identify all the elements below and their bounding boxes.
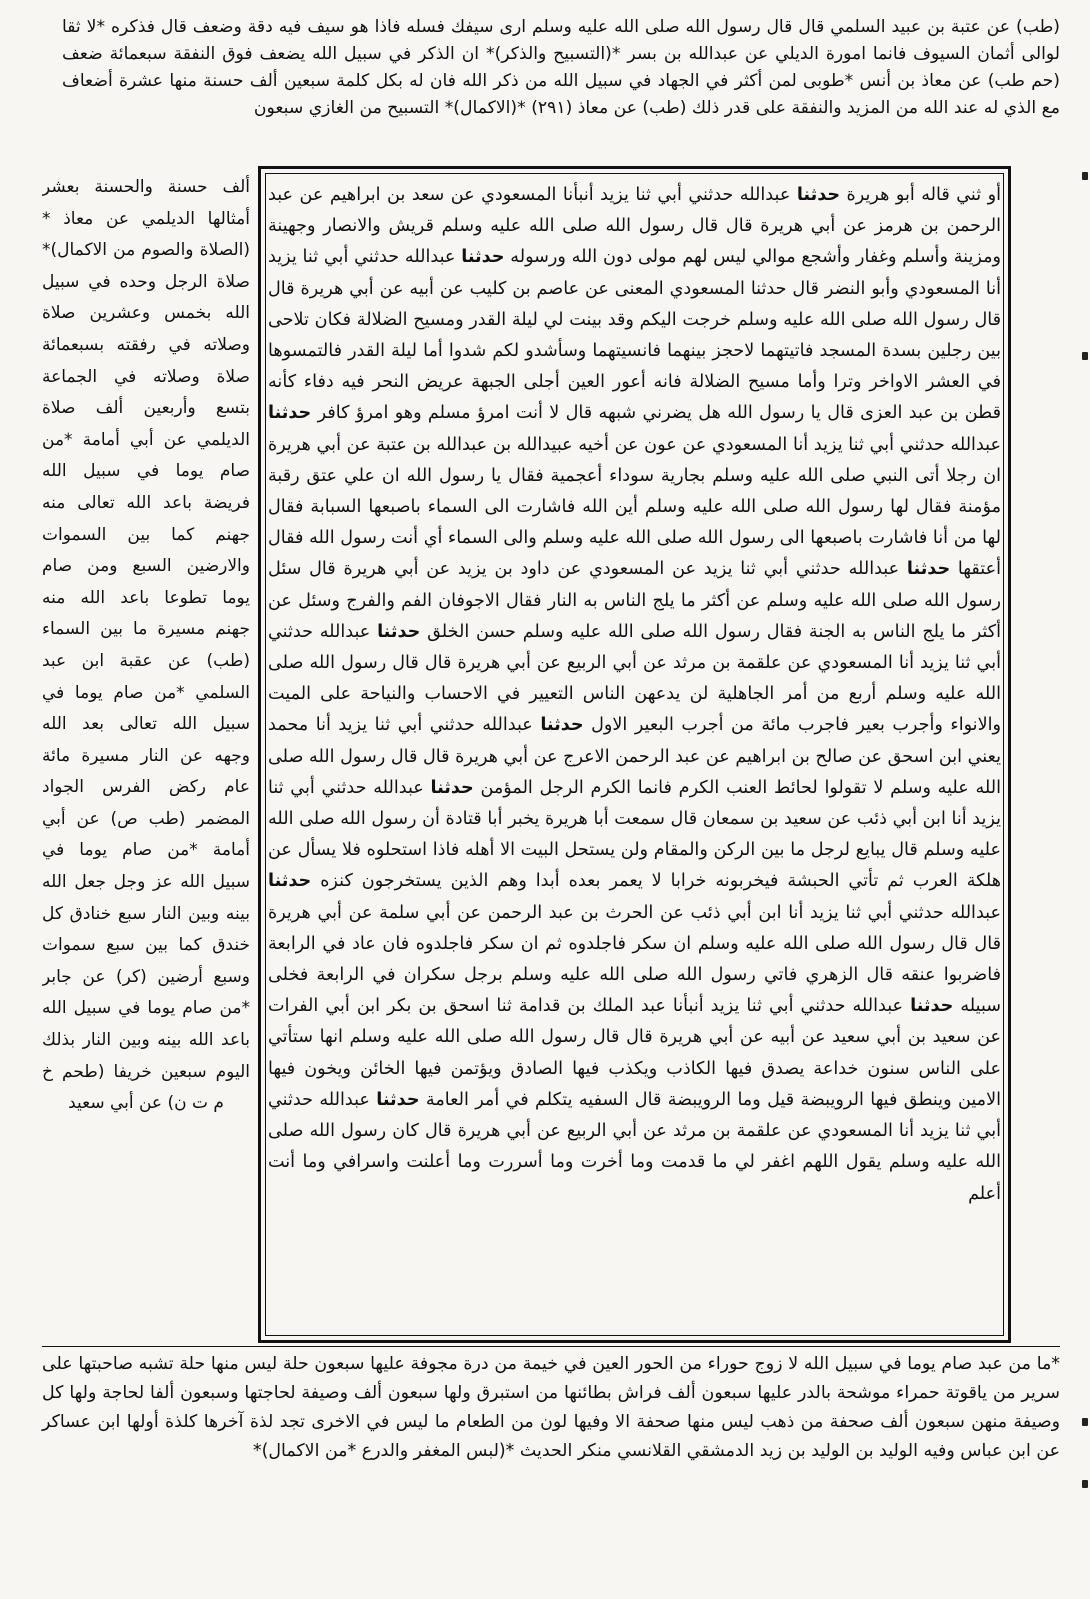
margin-commentary-text: ألف حسنة والحسنة بعشر أمثالها الديلمي عن معاذ *(الصلاة والصوم من الاكمال)* صلاة الرجل وحده في سبيل الله بخمس وعشرين صلاة وصلاته في رفقته بسبعمائة صلاة وصلاته في الجماعة بتسع وأربعين ألف صلاة الديلمي عن أبي أمامة *من صام يوما في سبيل الله فريضة باعد الله تعالى منه جهنم كما بين السموات والارضين السبع ومن صام يوما تطوعا باعد الله منه جهنم مسيرة ما بين السماء (طب) عن عقبة ابن عبد السلمي *من صام يوما في سبيل الله تعالى بعد الله وجهه عن النار مسيرة مائة عام ركض الفرس الجواد المضمر (طب ص) عن أبي أمامة *من صام يوما في سبيل الله عز وجل جعل الله بينه وبين النار سبع خنادق كل خندق كما بين سبع سموات وسبع أرضين (كر) عن جابر *من صام يوما في سبيل الله باعد الله بينه وبين النار بذلك اليوم سبعين خريفا (طحم خ م ت ن) عن أبي سعيد bbox=[42, 177, 250, 1114]
main-text-segment: حدثنا bbox=[268, 871, 312, 892]
main-text-segment: عبدالله حدثني أبي ثنا يزيد أنا ابن أبي ذئب عن الحرث بن عبد الرحمن عن أبي سلمة عن أبي هريرة قال قال رسول الله صلى الله عليه وسلم ان سكر فاجلدوه ثم ان سكر فاجلدوه فان عاد في الرابعة فاضربوا عنقه قال الزهري فاتي رسول الله صلى الله عليه وسلم برجل سكران في الرابعة فخلى سبيله bbox=[268, 902, 1001, 1017]
main-text-segment: عبدالله حدثني أبي ثنا يزيد أنا محمد يعني ابن اسحق عن صالح بن ابراهيم عن عبد الرحمن الاعرج عن أبي هريرة قال قال رسول الله صلى الله عليه وسلم لا تقولوا لحائط العنب الكرم فانما الكرم الرجل المؤمن bbox=[268, 715, 1001, 798]
main-text-segment: حدثنا bbox=[910, 996, 954, 1017]
main-text bbox=[268, 180, 1001, 1335]
top-commentary bbox=[62, 14, 1060, 122]
scan-edge-mark bbox=[1082, 1480, 1088, 1488]
scan-edge-mark bbox=[1082, 1418, 1088, 1426]
main-text-segment: عبدالله حدثني أبي ثنا يزيد أنا المسعودي عن عون عن أخيه عبيدالله بن عبدالله بن عتبة عن أبي هريرة ان رجلا أتى النبي صلى الله عليه وسلم بجارية سوداء أعجمية فقال يا رسول الله ان علي عتق رقبة مؤمنة فقال لها رسول الله صلى الله عليه وسلم أين الله فاشارت الى السماء باصبعها السبابة فقال لها من أنا فاشارت باصبعها الى رسول الله صلى الله عليه وسلم والى السماء أي أنت رسول الله فقال أعتقها bbox=[268, 434, 1001, 580]
bottom-commentary bbox=[42, 1350, 1060, 1466]
bottom-commentary-text: *ما من عبد صام يوما في سبيل الله لا زوج حوراء من الحور العين في خيمة من درة مجوفة عليها سبعون حلة ليس منها حلة تشبه صاحبتها على سرير من ياقوتة حمراء موشحة بالدر عليها سبعون ألف فراش بطائنها من استبرق ولها سبعون ألف وصيفة لحاجتها وسبعون ألفا لحاجة ولها كل وصيفة منهن سبعون ألف صحفة من ذهب ليس منها صحفة الا وفيها لون من الطعام ما ليس في الاخرى تجد لذة آخرها كلذة أولها ابن عساكر عن ابن عباس وفيه الوليد بن الوليد بن زيد الدمشقي القلانسي منكر الحديث *(لبس المغفر والدرع *من الاكمال)* bbox=[42, 1354, 1060, 1461]
main-text-segment: عبدالله حدثني أبي ثنا يزيد أنا ابن أبي ذئب عن سعيد بن سمعان قال سمعت أبا هريرة يخبر أبا قتادة أن رسول الله صلى الله عليه وسلم قال يبايع لرجل ما بين الركن والمقام ولن يستحل البيت الا أهله فاذا استحلوه فلا يسأل عن هلكة العرب ثم تأتي الحبشة فيخربونه خرابا لا يعمر بعده أبدا وهم الذين يستخرجون كنزه bbox=[268, 777, 1001, 892]
scan-edge-mark bbox=[1082, 172, 1088, 180]
margin-commentary bbox=[42, 172, 250, 1344]
main-text-segment: عبدالله حدثني أبي ثنا يزيد أنبأنا المسعودي عن سعد بن ابراهيم عن عبد الرحمن بن هرمز عن أبي هريرة قال قال رسول الله صلى الله عليه وسلم قريش والانصار وجهينة ومزينة وأسلم وغفار وأشجع موالي ليس لهم مولى دون الله ورسوله bbox=[268, 185, 1001, 268]
footer-divider bbox=[42, 1346, 1060, 1347]
main-text-segment: عبدالله حدثني أبي ثنا يزيد أنبأنا عبد الملك بن قدامة ثنا اسحق بن بكر ابن أبي الفرات عن سعيد بن أبي سعيد عن أبيه عن أبي هريرة قال قال رسول الله صلى الله عليه وسلم انها ستأتي على الناس سنون خداعة يصدق فيها الكاذب ويكذب فيها الصادق ويؤتمن فيها الخائن ويخون فيها الامين وينطق فيها الرويبضة قيل وما الرويبضة قال السفيه يتكلم في أمر العامة bbox=[268, 996, 1001, 1110]
main-text-segment: عبدالله حدثني أبي ثنا يزيد عن المسعودي عن داود بن يزيد عن أبي هريرة قال سئل رسول الله صلى الله عليه وسلم عن أكثر ما يلج الناس به النار فقال الاجوفان الفم والفرج وسئل عن أكثر ما يلج الناس به الجنة فقال رسول الله صلى الله عليه وسلم حسن الخلق bbox=[268, 559, 1001, 642]
main-text-segment: حدثنا bbox=[461, 247, 505, 268]
main-text-segment: حدثنا bbox=[377, 621, 421, 642]
main-text-segment: حدثنا bbox=[796, 185, 841, 205]
top-commentary-text: (طب) عن عتبة بن عبيد السلمي قال قال رسول الله صلى الله عليه وسلم ارى سيفك فسله فاذا هو سيف فيه دقة وضعف قال فذكره *لا ثقا لوالى أثمان السيوف فانما امورة الديلي عن عبدالله بن بسر *(التسبيح والذكر)* ان الذكر في سبيل الله يضعف فوق النفقة سبعمائة ضعف (حم طب) عن معاذ بن أنس *طوبى لمن أكثر في الجهاد في سبيل الله من ذكر الله فان له بكل كلمة سبعين ألف حسنة منها عشرة أضعاف مع الذي له عند الله من المزيد والنفقة على قدر ذلك (طب) عن معاذ (٢٩١) *(الاكمال)* التسبيح من الغازي سبعون bbox=[62, 17, 1060, 118]
main-text-segment: عبدالله حدثني أبي ثنا يزيد أنا المسعودي عن علقمة بن مرثد عن أبي الربيع عن أبي هريرة قال قال رسول الله صلى الله عليه وسلم أربع من أمر الجاهلية لن يدعهن الناس التعيير في الاحساب والنياحة على الميت والانواء وأجرب بعير فاجرب مائة من أجرب البعير الاول bbox=[268, 621, 1001, 736]
main-text-segment: حدثنا bbox=[268, 403, 312, 424]
scan-edge-mark bbox=[1082, 352, 1088, 360]
main-text-segment: حدثنا bbox=[376, 1089, 420, 1110]
main-text-segment: عبدالله حدثني أبي ثنا يزيد أنا المسعودي وأبو النضر قال حدثنا المسعودي المعنى عن عاصم بن كليب عن أبيه عن أبي هريرة قال قال رسول الله صلى الله عليه وسلم خرجت اليكم وقد بينت لي ليلة القدر ومسيح الضلالة فكان تلاحى بين رجلين بسدة المسجد فاتيتهما لاحجز بينهما فانسيتهما وسأشدو لكم شدوا أما ليلة القدر فالتمسوها في العشر الاواخر وترا وأما مسيح الضلالة فانه أعور العين أجلى الجبهة عريض النحر فيه دفاء كأنه قطن بن عبد العزى قال يا رسول الله هل يضرني شبهه قال لا أنت امرؤ مسلم وهو امرؤ كافر bbox=[268, 247, 1001, 424]
main-text-segment: عبدالله حدثني أبي ثنا يزيد أنا المسعودي عن علقمة بن مرثد عن أبي الربيع عن أبي هريرة قال كان رسول الله صلى الله عليه وسلم يقول اللهم اغفر لي ما قدمت وما أخرت وما أسررت وما أعلنت واسرافي وما أنت أعلم bbox=[268, 1089, 1001, 1204]
main-text-segment: أو ثني قاله أبو هريرة bbox=[840, 185, 1001, 205]
main-text-segment: حدثنا bbox=[540, 715, 584, 736]
main-text-segment: حدثنا bbox=[430, 777, 474, 798]
main-text-segment: حدثنا bbox=[906, 559, 951, 580]
main-text-body bbox=[268, 180, 1001, 1210]
